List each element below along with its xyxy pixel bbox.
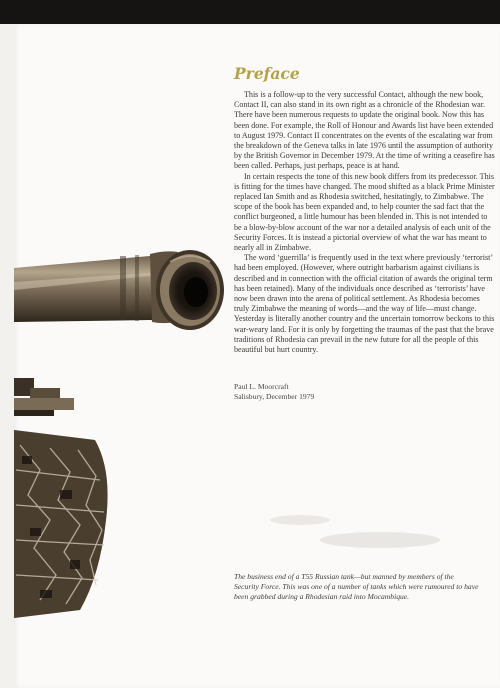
tank-hull <box>14 378 74 416</box>
place-date: Salisbury, December 1979 <box>234 391 315 401</box>
signature-block <box>234 382 474 401</box>
author-name: Paul L. Moorcraft <box>234 382 289 391</box>
tank-track <box>14 430 108 618</box>
background-haze <box>270 515 440 548</box>
preface-paragraph: This is a follow-up to the very successful Contact, although the new book, Contact II, can also stand in its own right as a chronicle of the Rhodesian war. There have been numerous requests to update the original book. Now this has been done. For example, the Roll of Honour and Awards list have been extended to August 1979. Contact II concentrates on the events of the escalating war from the breakdown of the Geneva talks in late 1976 until the assumption of authority by the British Governor in December 1979. At the time of writing a ceasefire has been called. Perhaps, just perhaps, peace is at hand. <box>234 90 495 171</box>
photo-caption: The business end of a T55 Russian tank—but manned by members of the Security Force. This was one of a number of tanks which were rumoured to have been grabbed during a Rhodesian raid into Mocambique. <box>234 572 479 601</box>
preface-paragraph: The word ‘guerrilla’ is frequently used in the text where previously ‘terrorist’ had been employed. (However, where outright barbarism against civilians is described and in connection with the official citation of awards the original term has been retained). Many of the individuals once described as ‘terrorists’ have now been drawn into the arena of political settlement. As Rhodesia becomes truly Zimbabwe the meaning of words—and the way of life—must change. Yesterday is literally another country and the uncertain tomorrow beckons to this war-weary land. For it is only by forgetting the traumas of the past that the brave traditions of Rhodesia can prevail in the new future for all the people of this beautiful but hurt country. <box>234 253 495 355</box>
preface-body <box>234 90 496 355</box>
preface-paragraph: In certain respects the tone of this new book differs from its predecessor. This is fitting for the times have changed. The mood shifted as a black Prime Minister replaced Ian Smith and as Rhodesia switched, hesitatingly, to Zimbabwe. The scope of the book has been expanded and, to help counter the sad fact that the conflict burgeoned, a little humour has been blended in. This is not intended to be a blow-by-blow account of the war nor a detailed analysis of each unit of the Security Forces. It is instead a pictorial overview of what the war has meant to nearly all in Zimbabwe. <box>234 171 495 253</box>
preface-title: Preface <box>234 64 300 83</box>
